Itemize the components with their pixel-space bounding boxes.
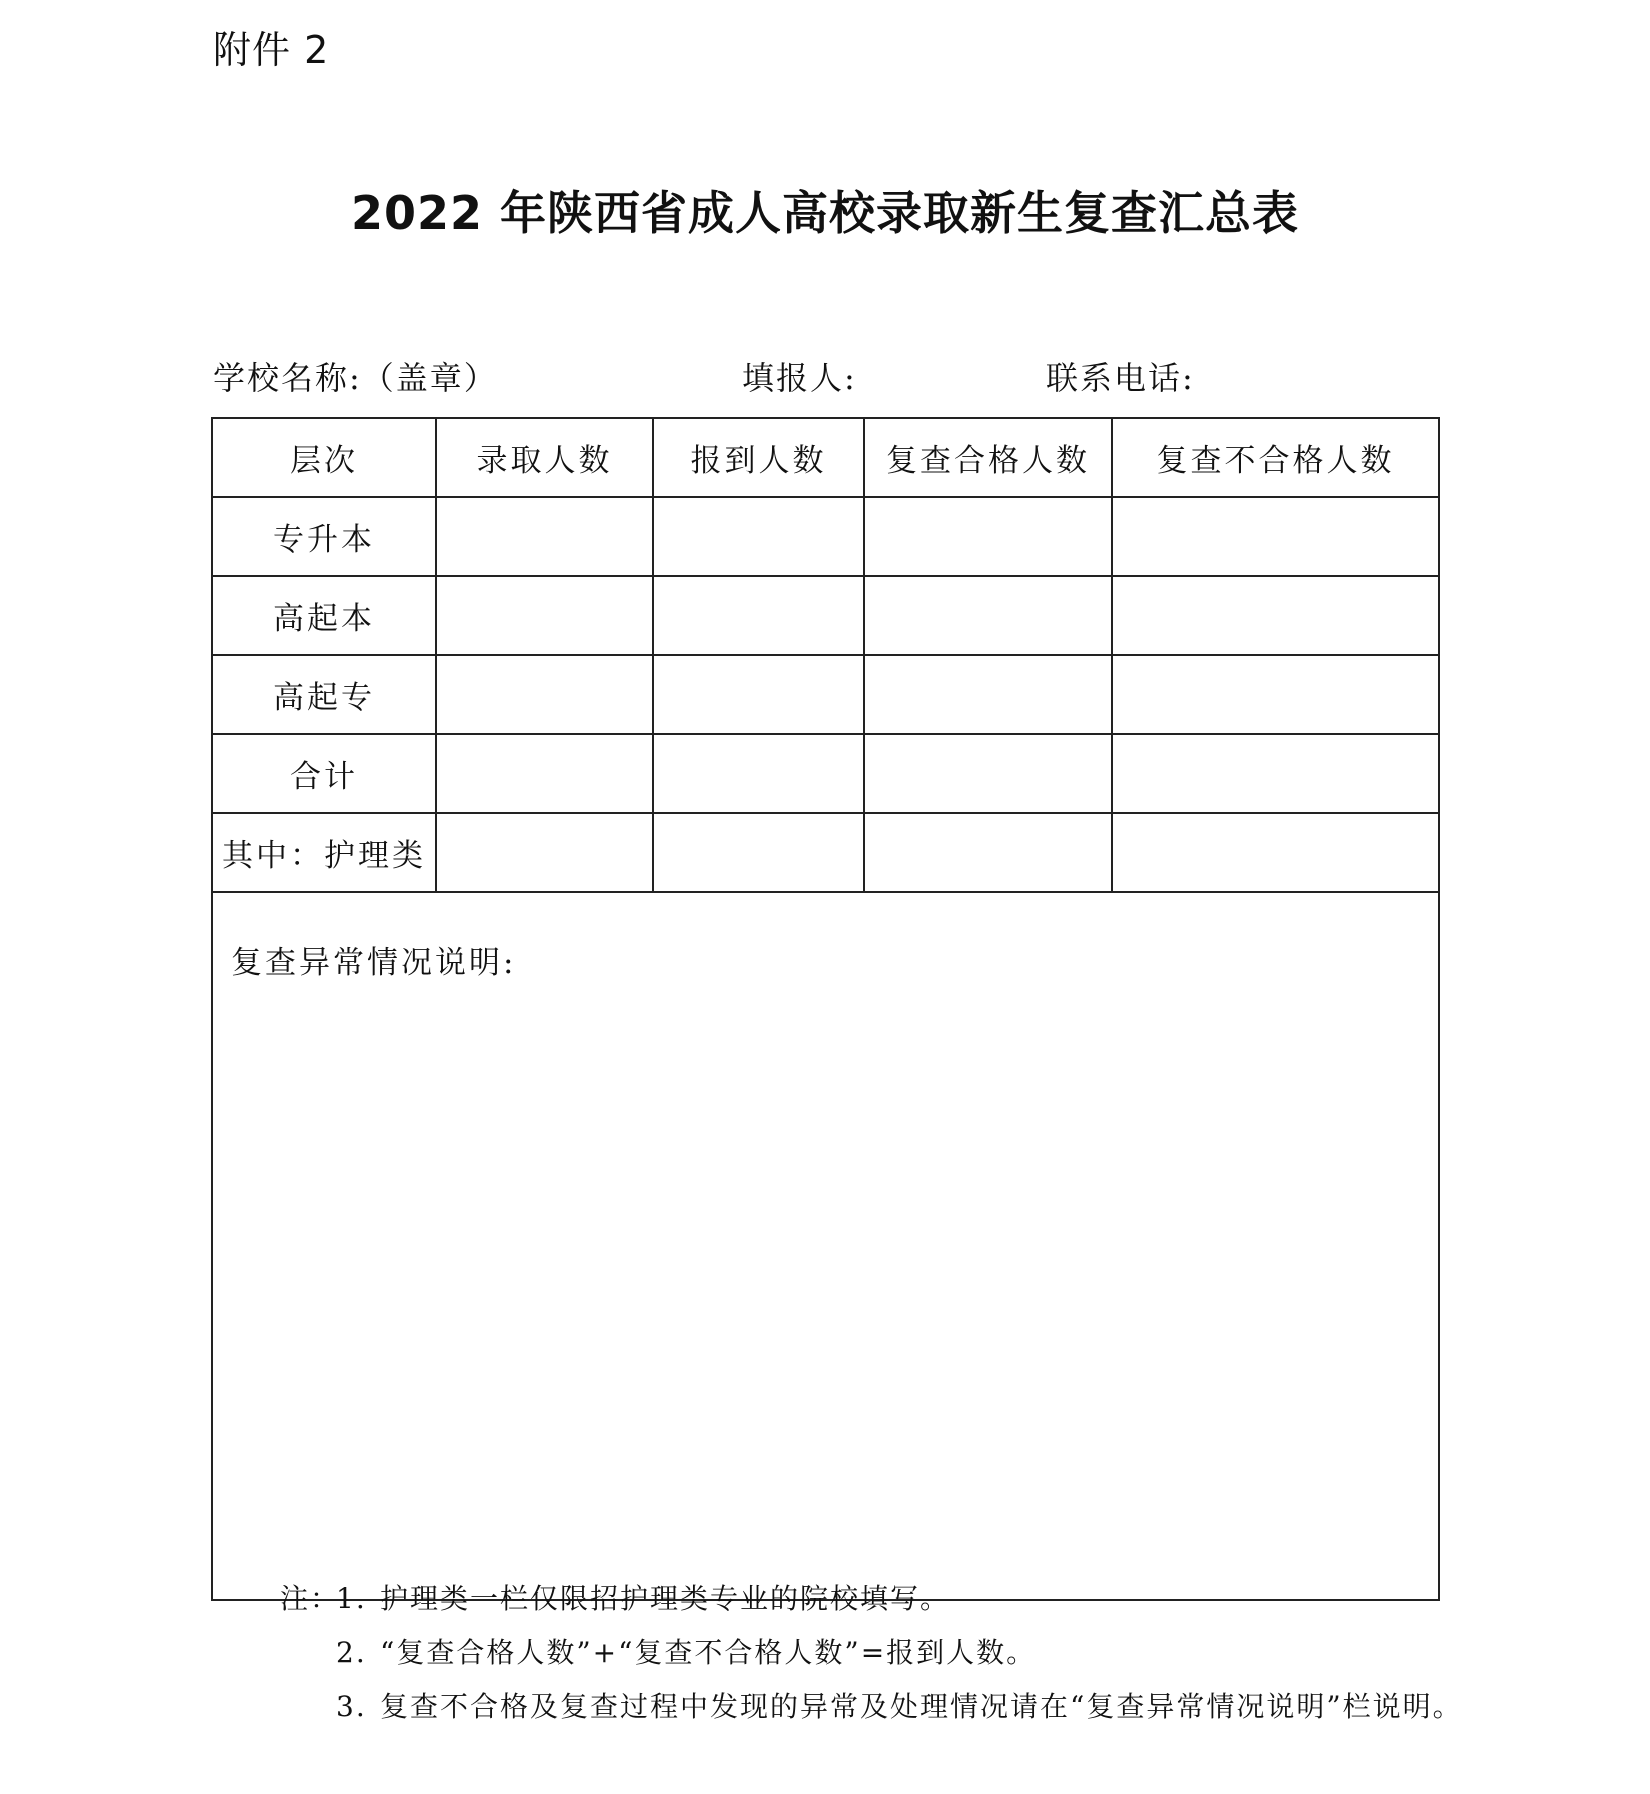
- header-level: 层次: [212, 418, 436, 497]
- unqualified-count-cell[interactable]: [1112, 576, 1439, 655]
- row-level-label: 合计: [212, 734, 436, 813]
- row-level-label: 高起本: [212, 576, 436, 655]
- admitted-count-cell[interactable]: [436, 576, 653, 655]
- registered-count-cell[interactable]: [653, 813, 864, 892]
- unqualified-count-cell[interactable]: [1112, 655, 1439, 734]
- note-text: 复查不合格及复查过程中发现的异常及处理情况请在“复查异常情况说明”栏说明。: [380, 1690, 1463, 1723]
- row-level-label: 专升本: [212, 497, 436, 576]
- qualified-count-cell[interactable]: [864, 497, 1112, 576]
- qualified-count-cell[interactable]: [864, 576, 1112, 655]
- attachment-label: 附件 2: [213, 28, 330, 72]
- admitted-count-cell[interactable]: [436, 655, 653, 734]
- header-admitted-count: 录取人数: [436, 418, 653, 497]
- remark-area[interactable]: [212, 892, 1439, 1600]
- table-row: [212, 734, 1439, 813]
- phone-label: 联系电话:: [1046, 359, 1195, 397]
- table-row: [212, 497, 1439, 576]
- note-text: 护理类一栏仅限招护理类专业的院校填写。: [380, 1582, 951, 1615]
- registered-count-cell[interactable]: [653, 497, 864, 576]
- registered-count-cell[interactable]: [653, 734, 864, 813]
- note-number: 2.: [336, 1636, 367, 1669]
- admitted-count-cell[interactable]: [436, 813, 653, 892]
- row-level-label: 高起专: [212, 655, 436, 734]
- registered-count-cell[interactable]: [653, 576, 864, 655]
- unqualified-count-cell[interactable]: [1112, 813, 1439, 892]
- filler-label: 填报人:: [742, 359, 857, 397]
- unqualified-count-cell[interactable]: [1112, 497, 1439, 576]
- qualified-count-cell[interactable]: [864, 813, 1112, 892]
- qualified-count-cell[interactable]: [864, 734, 1112, 813]
- notes-prefix: 注：: [280, 1582, 341, 1615]
- note-text: “复查合格人数”+“复查不合格人数”=报到人数。: [380, 1636, 1037, 1669]
- remark-row: [212, 892, 1439, 1600]
- admitted-count-cell[interactable]: [436, 497, 653, 576]
- page-title: 2022 年陕西省成人高校录取新生复查汇总表: [350, 186, 1300, 240]
- table-header-row: [212, 418, 1439, 497]
- table-row: [212, 655, 1439, 734]
- qualified-count-cell[interactable]: [864, 655, 1112, 734]
- unqualified-count-cell[interactable]: [1112, 734, 1439, 813]
- registered-count-cell[interactable]: [653, 655, 864, 734]
- row-level-label: 其中：护理类: [212, 813, 436, 892]
- header-unqualified-count: 复查不合格人数: [1112, 418, 1439, 497]
- header-qualified-count: 复查合格人数: [864, 418, 1112, 497]
- table-row: [212, 576, 1439, 655]
- note-number: 3.: [336, 1690, 367, 1723]
- header-registered-count: 报到人数: [653, 418, 864, 497]
- table-row: [212, 813, 1439, 892]
- remark-label: 复查异常情况说明:: [231, 945, 517, 981]
- admitted-count-cell[interactable]: [436, 734, 653, 813]
- note-number: 1.: [336, 1582, 367, 1615]
- summary-table: [211, 417, 1440, 1601]
- school-name-label: 学校名称:（盖章）: [213, 359, 498, 397]
